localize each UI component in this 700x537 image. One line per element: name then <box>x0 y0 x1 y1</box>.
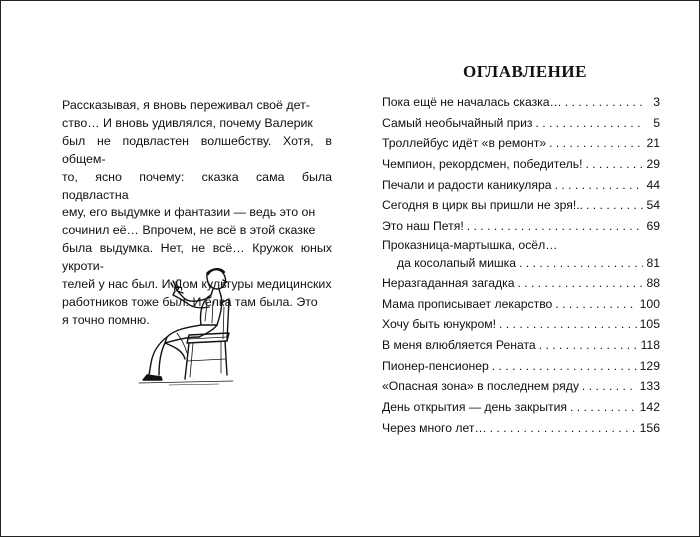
toc-leader-dots <box>517 273 643 294</box>
toc-leader-dots <box>570 397 637 418</box>
toc-entry-page: 100 <box>639 296 660 311</box>
paragraph-line: работников тоже был. И ёлка там была. Это <box>62 294 318 309</box>
toc-entry-page: 81 <box>646 255 660 270</box>
paragraph-line: была выдумка. Нет, не всё… Кружок юных укроти- <box>62 241 332 274</box>
toc-entry <box>382 133 660 154</box>
toc-entry-title: Сегодня в цирк вы пришли не зря!.. <box>382 198 584 213</box>
toc-entry-title: Пионер-пенсионер <box>382 358 489 373</box>
toc-entry <box>382 92 660 113</box>
paragraph-line: телей у нас был. И Дом культуры медицинских <box>62 277 332 292</box>
toc-entry-title: Печали и радости каникуляра <box>382 177 552 192</box>
toc-entry-title: Через много лет… <box>382 420 487 435</box>
paragraph-line: я точно помню. <box>62 312 150 327</box>
toc-entry <box>382 356 660 377</box>
toc-leader-dots <box>555 175 644 196</box>
toc-entry <box>382 237 660 273</box>
toc-entry <box>382 195 660 216</box>
toc-entry <box>382 175 660 196</box>
paragraph-line: ство… И вновь удивлялся, почему Валерик <box>62 115 313 130</box>
toc-leader-dots <box>586 195 643 216</box>
toc-entry-page: 29 <box>646 157 660 172</box>
toc-entry-page: 5 <box>653 115 660 130</box>
toc-entry-page: 88 <box>646 275 660 290</box>
toc-entry-page: 142 <box>639 399 660 414</box>
toc-entry-title: Чемпион, рекордсмен, победитель! <box>382 157 583 172</box>
toc-leader-dots <box>539 335 638 356</box>
toc-entry-title-line2: да косолапый мишка <box>397 255 517 270</box>
toc-leader-dots <box>535 113 645 134</box>
toc-entry-page: 21 <box>646 136 660 151</box>
toc-entry <box>382 418 660 439</box>
toc-leader-dots <box>467 216 644 237</box>
paragraph-line: то, ясно почему: сказка сама была подвластна <box>62 169 332 202</box>
toc-entry <box>382 335 660 356</box>
paragraph-line: ему, его выдумке и фантазии — ведь это он <box>62 205 316 220</box>
right-page <box>351 1 699 536</box>
toc-entry <box>382 273 660 294</box>
toc-entry <box>382 216 660 237</box>
paragraph-line: Рассказывая, я вновь переживал своё дет- <box>62 98 310 112</box>
paragraph-line: сочинил её… Впрочем, не всё в этой сказке <box>62 223 316 238</box>
paragraph-line: был не подвластен волшебству. Хотя, в общем- <box>62 133 332 166</box>
toc-leader-dots <box>499 314 637 335</box>
toc-entry-page: 118 <box>640 337 660 352</box>
toc-entry <box>382 154 660 175</box>
toc-entry-title: Это наш Петя! <box>382 219 464 234</box>
toc-leader-dots <box>519 254 643 273</box>
toc-entry-page: 105 <box>639 317 660 332</box>
toc-entry-title: Мама прописывает лекарство <box>382 296 553 311</box>
toc-entry <box>382 314 660 335</box>
toc-entry-page: 69 <box>646 219 660 234</box>
toc-entry <box>382 397 660 418</box>
boy-on-chair-illustration <box>129 263 241 391</box>
toc-entry-page: 3 <box>653 95 660 109</box>
toc-leader-dots <box>555 294 636 315</box>
toc-entry <box>382 294 660 315</box>
toc-entry-page: 44 <box>646 177 660 192</box>
toc-entry-page: 54 <box>646 198 660 213</box>
toc-leader-dots <box>582 376 637 397</box>
toc-leader-dots <box>549 133 643 154</box>
toc-heading: ОГЛАВЛЕНИЕ <box>463 62 587 81</box>
toc-entry-title: Троллейбус идёт «в ремонт» <box>382 136 547 151</box>
toc-leader-dots <box>565 92 645 113</box>
toc-entry-title: Пока ещё не началась сказка… <box>382 95 562 109</box>
toc-entry-title: День открытия — день закрытия <box>382 399 567 414</box>
toc-entry <box>382 113 660 134</box>
left-page <box>1 1 351 536</box>
toc-entry-title: «Опасная зона» в последнем ряду <box>382 379 579 394</box>
toc-entry-title: В меня влюбляется Рената <box>382 337 536 352</box>
toc-entry-title: Неразгаданная загадка <box>382 275 515 290</box>
toc-entry-page: 156 <box>639 420 660 435</box>
toc-entry-title: Хочу быть юнукром! <box>382 317 497 332</box>
toc-entry-title: Проказница-мартышка, осёл… <box>382 237 558 252</box>
toc-leader-dots <box>492 356 637 377</box>
toc-entry-title: Самый необычайный приз <box>382 115 533 130</box>
toc-leader-dots <box>490 418 637 439</box>
toc-entry-page: 129 <box>639 358 660 373</box>
toc-leader-dots <box>585 154 643 175</box>
table-of-contents <box>382 92 660 438</box>
toc-entry-page: 133 <box>639 379 660 394</box>
toc-entry <box>382 376 660 397</box>
toc-entry-continuation <box>382 254 660 273</box>
